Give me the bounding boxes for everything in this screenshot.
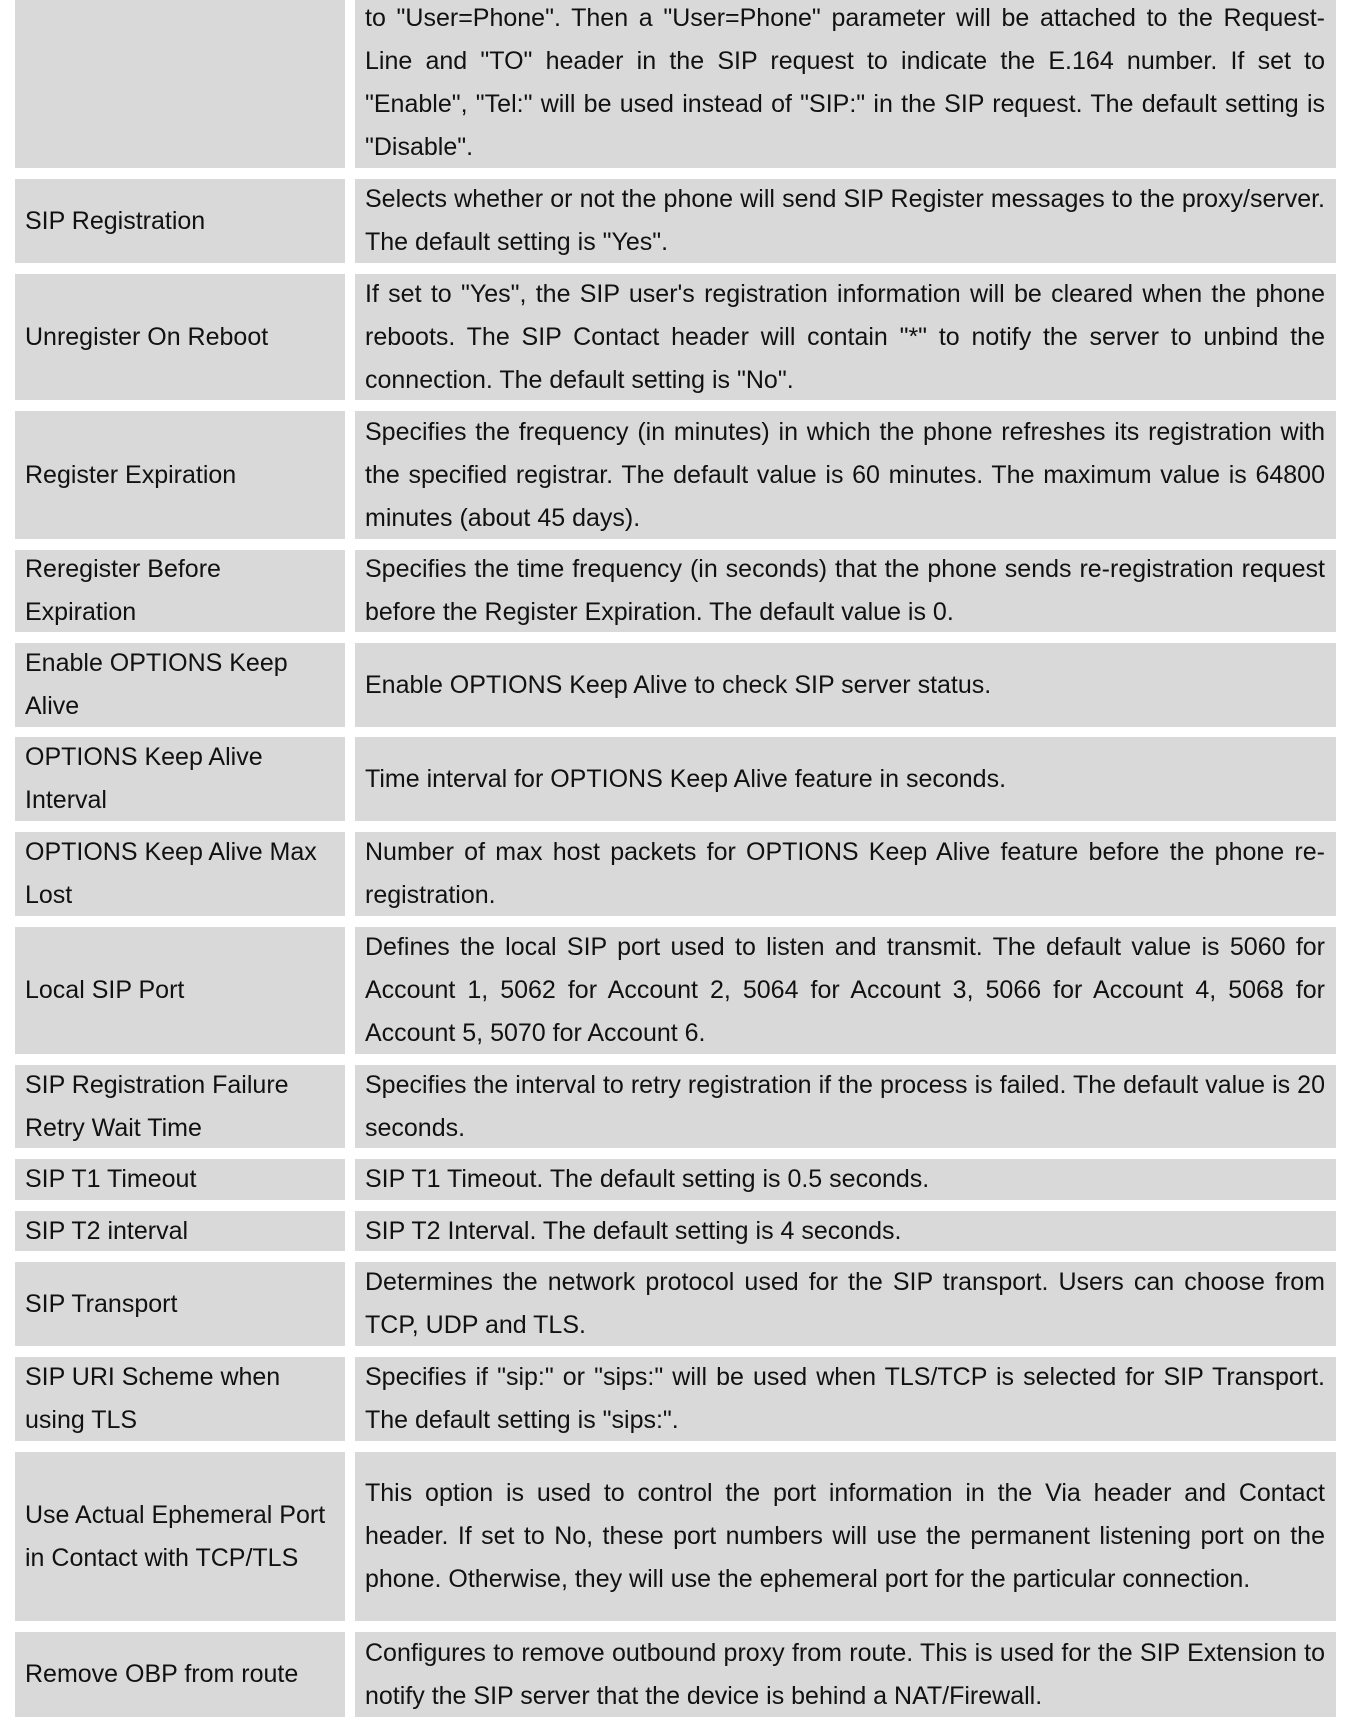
table-row — [15, 832, 1336, 916]
option-description: SIP T2 Interval. The default setting is 4 seconds. — [365, 1216, 902, 1245]
option-description: Selects whether or not the phone will send SIP Register messages to the proxy/server. The default setting is "Yes". — [365, 185, 1325, 256]
option-description: Determines the network protocol used for the SIP transport. Users can choose from TCP, UDP and TLS. — [365, 1268, 1325, 1339]
option-name: SIP Registration Failure Retry Wait Time — [25, 1070, 289, 1142]
table-row — [15, 927, 1336, 1054]
option-description-cell — [355, 1357, 1336, 1441]
table-row — [15, 1211, 1336, 1251]
option-name-cell — [15, 737, 345, 821]
option-name: Register Expiration — [25, 460, 237, 489]
option-name: Unregister On Reboot — [25, 322, 269, 351]
option-description-cell — [355, 274, 1336, 400]
option-name: SIP T1 Timeout — [25, 1165, 197, 1193]
option-description-cell — [355, 179, 1336, 263]
option-description: If set to "Yes", the SIP user's registration information will be cleared when the phone reboots. The SIP Contact header will contain "*" to notify the server to unbind the connection. The default setting is "No". — [365, 279, 1325, 394]
option-name-cell — [15, 643, 345, 727]
option-description: SIP T1 Timeout. The default setting is 0.5 seconds. — [365, 1165, 930, 1193]
table-row — [15, 1262, 1336, 1346]
option-name-cell — [15, 1452, 345, 1621]
table-row — [15, 411, 1336, 539]
option-name-cell — [15, 1065, 345, 1148]
option-description-cell — [355, 1211, 1336, 1251]
table-row — [15, 1357, 1336, 1441]
option-description: Specifies the frequency (in minutes) in which the phone refreshes its registration with the specified registrar. The default value is 60 minutes. The maximum value is 64800 minutes (about 45 days). — [365, 417, 1325, 532]
table-row — [15, 550, 1336, 632]
option-description-cell — [355, 550, 1336, 632]
option-description-cell — [355, 1159, 1336, 1200]
option-description-cell — [355, 643, 1336, 727]
option-name-cell — [15, 1211, 345, 1251]
option-name: OPTIONS Keep Alive Max Lost — [25, 838, 317, 909]
option-description: Number of max host packets for OPTIONS Keep Alive feature before the phone re-registration. — [365, 838, 1325, 909]
option-name-cell — [15, 274, 345, 400]
option-name: SIP Transport — [25, 1289, 178, 1318]
table-row — [15, 643, 1336, 727]
option-name-cell — [15, 927, 345, 1054]
option-description: to "User=Phone". Then a "User=Phone" parameter will be attached to the Request-Line and "TO" header in the SIP request to indicate the E.164 number. If set to "Enable", "Tel:" will be used instead of "SIP:" in the SIP request. The default setting is "Disable". — [365, 4, 1325, 161]
option-description: Specifies the time frequency (in seconds) that the phone sends re-registration request before the Register Expiration. The default value is 0. — [365, 555, 1325, 626]
table-row — [15, 0, 1336, 168]
table-row — [15, 737, 1336, 821]
option-name-cell — [15, 0, 345, 168]
option-name-cell — [15, 1262, 345, 1346]
option-name-cell — [15, 179, 345, 263]
option-description: Configures to remove outbound proxy from route. This is used for the SIP Extension to notify the SIP server that the device is behind a NAT/Firewall. — [365, 1638, 1325, 1710]
option-name: Reregister Before Expiration — [25, 555, 221, 626]
table-row — [15, 1632, 1336, 1717]
option-name: Remove OBP from route — [25, 1660, 299, 1688]
table-row — [15, 179, 1336, 263]
option-name: SIP URI Scheme when using TLS — [25, 1363, 281, 1434]
option-description: Specifies the interval to retry registration if the process is failed. The default value is 20 seconds. — [365, 1070, 1325, 1142]
option-name-cell — [15, 550, 345, 632]
table-row — [15, 1159, 1336, 1200]
option-description: Enable OPTIONS Keep Alive to check SIP server status. — [365, 670, 992, 699]
option-name-cell — [15, 1357, 345, 1441]
option-name: SIP T2 interval — [25, 1216, 189, 1245]
option-description: This option is used to control the port information in the Via header and Contact header. If set to No, these port numbers will use the permanent listening port on the phone. Otherwise, they will use the ephemeral port for the particular connection. — [365, 1479, 1325, 1593]
table-row — [15, 1452, 1336, 1621]
option-description-cell — [355, 737, 1336, 821]
option-name-cell — [15, 1632, 345, 1717]
option-name: Local SIP Port — [25, 976, 185, 1004]
option-name-cell — [15, 411, 345, 539]
option-name: Use Actual Ephemeral Port in Contact with TCP/TLS — [25, 1500, 326, 1572]
option-name: Enable OPTIONS Keep Alive — [25, 649, 288, 720]
option-description-cell — [355, 1065, 1336, 1148]
option-description-cell — [355, 1262, 1336, 1346]
option-name-cell — [15, 1159, 345, 1200]
option-name: SIP Registration — [25, 206, 206, 235]
option-description-cell — [355, 1452, 1336, 1621]
option-description-cell — [355, 832, 1336, 916]
option-description: Defines the local SIP port used to listen and transmit. The default value is 5060 for Account 1, 5062 for Account 2, 5064 for Account 3, 5066 for Account 4, 5068 for Account 5, 5070 for Account 6. — [365, 933, 1325, 1047]
option-description-cell — [355, 411, 1336, 539]
option-description: Specifies if "sip:" or "sips:" will be used when TLS/TCP is selected for SIP Transport. The default setting is "sips:". — [365, 1363, 1325, 1434]
option-description: Time interval for OPTIONS Keep Alive feature in seconds. — [365, 764, 1007, 793]
option-name: OPTIONS Keep Alive Interval — [25, 743, 263, 814]
option-name-cell — [15, 832, 345, 916]
option-description-cell — [355, 927, 1336, 1054]
table-row — [15, 274, 1336, 400]
table-row — [15, 1065, 1336, 1148]
option-description-cell — [355, 0, 1336, 168]
option-description-cell — [355, 1632, 1336, 1717]
